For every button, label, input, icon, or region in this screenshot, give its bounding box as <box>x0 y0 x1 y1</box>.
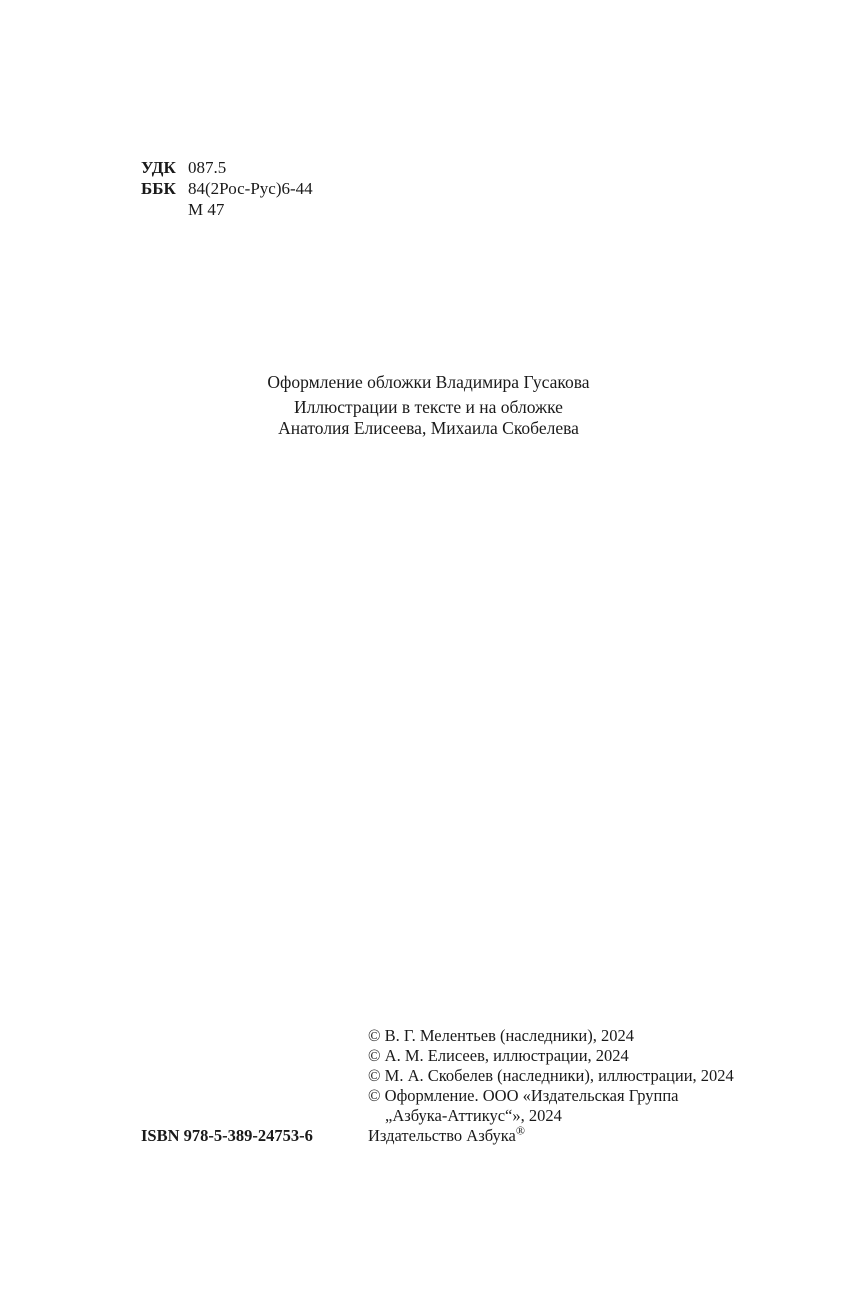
library-classification <box>141 157 313 220</box>
bbk-row <box>141 178 313 199</box>
bbk-key: ББК <box>141 179 176 198</box>
publisher-line <box>368 1123 734 1146</box>
author-mark-key <box>141 199 188 220</box>
udc-row <box>141 157 313 178</box>
copyright-line: „Азбука-Аттикус“», 2024 <box>385 1106 562 1125</box>
illustrations-credit-line2: Анатолия Елисеева, Михаила Скобелева <box>278 418 579 438</box>
publisher-name: Издательство Азбука <box>368 1126 516 1145</box>
isbn-number: ISBN 978-5-389-24753-6 <box>141 1126 313 1145</box>
copyright-line: © В. Г. Мелентьев (наследники), 2024 <box>368 1026 634 1045</box>
copyright-block <box>368 1026 734 1146</box>
author-mark-row <box>141 199 313 220</box>
copyright-line: © М. А. Скобелев (наследники), иллюстрации, 2024 <box>368 1066 734 1085</box>
author-mark-value: М 47 <box>188 200 225 219</box>
udc-value: 087.5 <box>188 158 227 177</box>
registered-mark: ® <box>515 1123 525 1138</box>
udc-key: УДК <box>141 158 176 177</box>
cover-design-credit: Оформление обложки Владимира Гусакова <box>267 372 590 392</box>
illustrations-credit-line1: Иллюстрации в тексте и на обложке <box>294 397 563 417</box>
copyright-line: © А. М. Елисеев, иллюстрации, 2024 <box>368 1046 629 1065</box>
copyright-line: © Оформление. ООО «Издательская Группа <box>368 1086 679 1105</box>
design-credits <box>0 372 857 439</box>
bbk-value: 84(2Рос-Рус)6-44 <box>188 179 313 198</box>
